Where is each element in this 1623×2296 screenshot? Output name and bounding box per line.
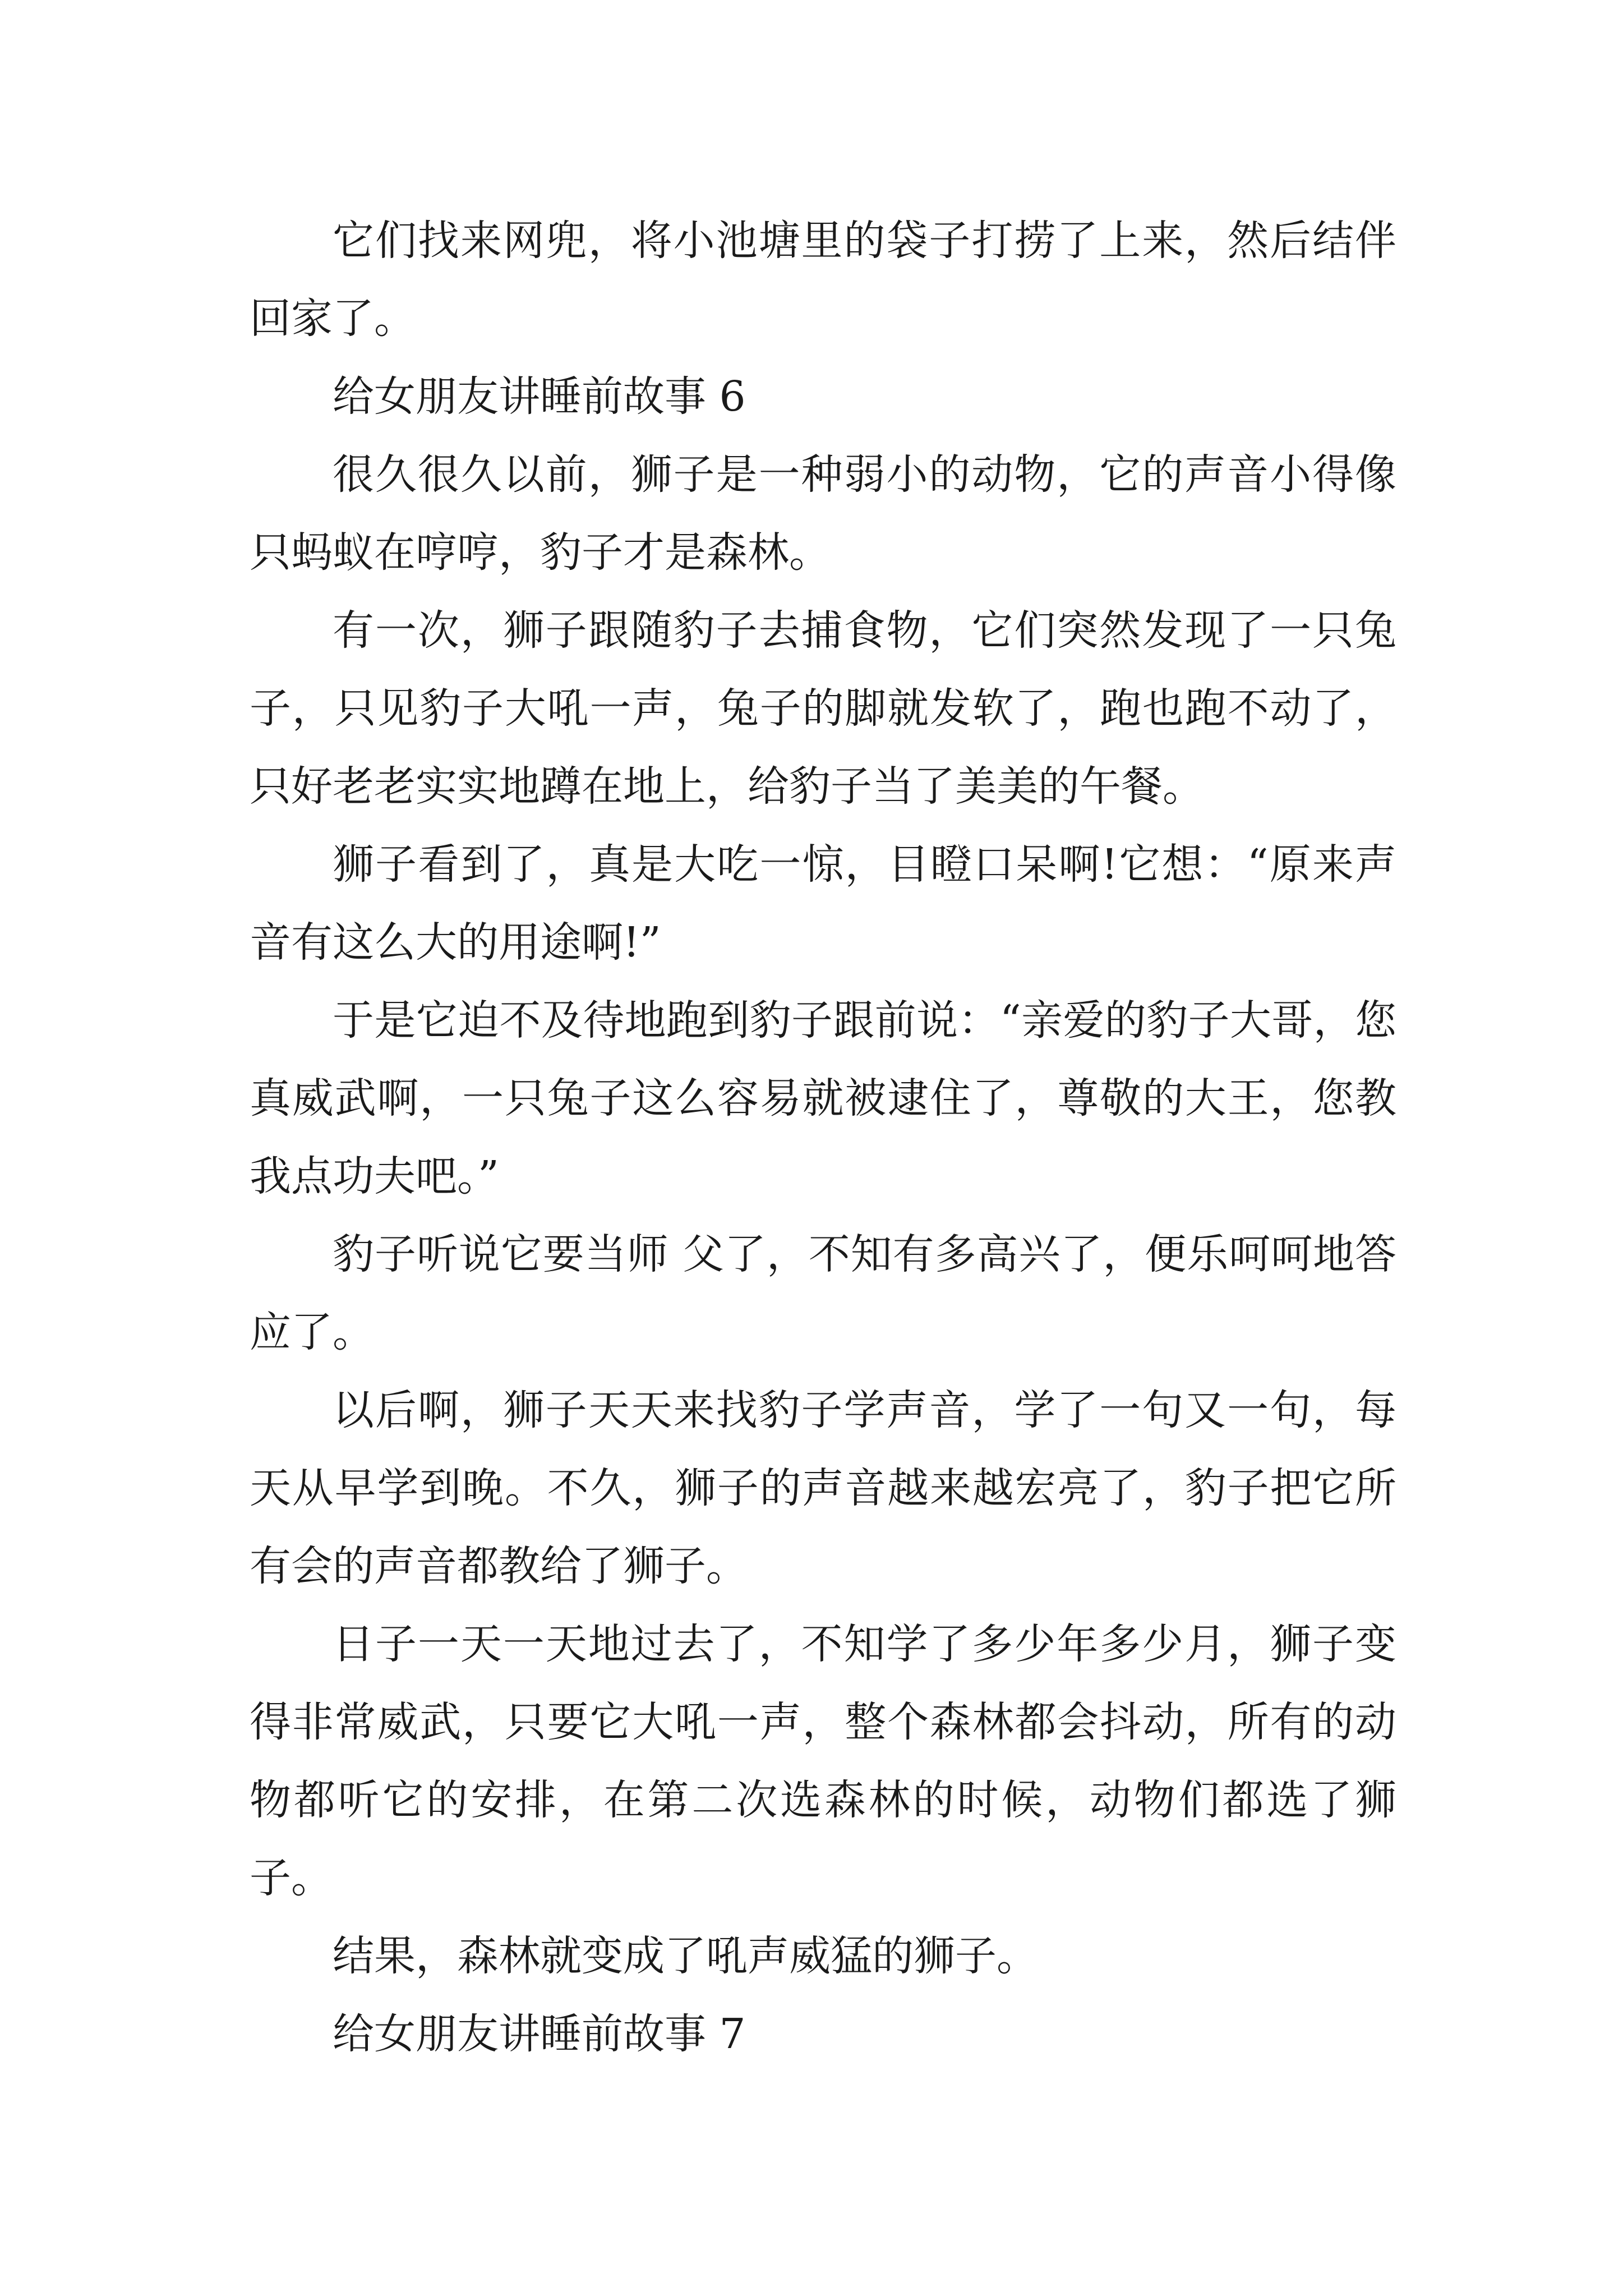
paragraph: 很久很久以前，狮子是一种弱小的动物，它的声音小得像只蚂蚁在哼哼，豹子才是森林。 <box>250 450 1396 577</box>
story-heading: 给女朋友讲睡前故事 7 <box>333 2010 746 2058</box>
story-heading: 给女朋友讲睡前故事 6 <box>333 372 746 421</box>
paragraph: 狮子看到了，真是大吃一惊，目瞪口呆啊!它想：“原来声音有这么大的用途啊!” <box>250 840 1396 967</box>
paragraph: 于是它迫不及待地跑到豹子跟前说：“亲爱的豹子大哥，您真威武啊，一只兔子这么容易就被逮住了，尊敬的大王，您教我点功夫吧。” <box>250 996 1396 1200</box>
paragraph: 它们找来网兜，将小池塘里的袋子打捞了上来，然后结伴回家了。 <box>250 217 1396 343</box>
paragraph: 结果，森林就变成了吼声威猛的狮子。 <box>333 1932 1038 1980</box>
paragraph: 有一次，狮子跟随豹子去捕食物，它们突然发现了一只兔子，只见豹子大吼一声，兔子的脚就发软了，跑也跑不动了，只好老老实实地蹲在地上，给豹子当了美美的午餐。 <box>250 606 1396 811</box>
paragraph: 豹子听说它要当师 父了，不知有多高兴了，便乐呵呵地答应了。 <box>250 1230 1396 1356</box>
paragraph: 日子一天一天地过去了，不知学了多少年多少月，狮子变得非常威武，只要它大吼一声，整个森林都会抖动，所有的动物都听它的安排，在第二次选森林的时候，动物们都选了狮子。 <box>250 1620 1396 1902</box>
document-body <box>250 202 1396 2073</box>
paragraph: 以后啊，狮子天天来找豹子学声音，学了一句又一句，每天从早学到晚。不久，狮子的声音越来越宏亮了，豹子把它所有会的声音都教给了狮子。 <box>250 1386 1396 1590</box>
